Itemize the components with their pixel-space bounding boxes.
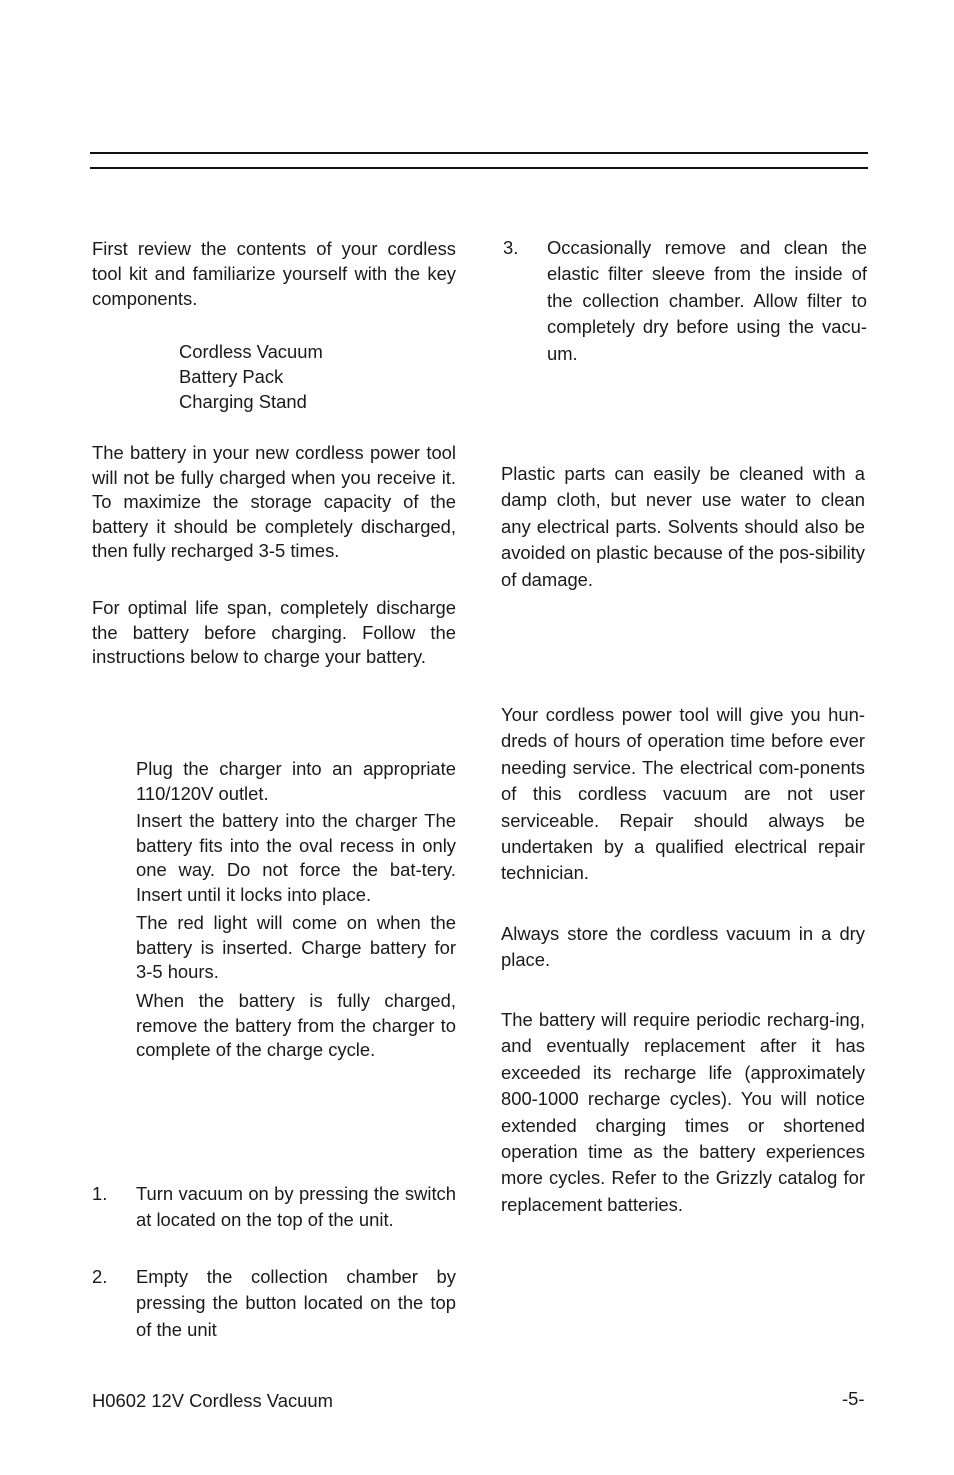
battery-intro-paragraph: The battery in your new cordless power tool will not be fully charged when you receive it. To maximize the storage capacity of the battery it should be completely discharged, then fully recharged 3-5 times. (92, 442, 456, 561)
battery-life-paragraph: The battery will require periodic recharg-ing, and eventually replacement after it has exceeded its recharge life (approximately 800-1000 recharge cycles). You will notice extended charging times or shortened operation time as the battery experiences more cycles. Refer to the Grizzly catalog for replacement batteries. (501, 1009, 865, 1215)
lifespan-paragraph: For optimal life span, completely discharge the battery before charging. Follow the instructions below to charge your battery. (92, 597, 456, 667)
step-text: Empty the collection chamber by pressing the button located on the top of the unit (136, 1266, 456, 1340)
step-number: 3. (503, 237, 519, 258)
step-number: 2. (92, 1266, 108, 1287)
charging-step: Plug the charger into an appropriate 110/120V outlet. (136, 758, 456, 804)
kit-item: Battery Pack (179, 366, 284, 387)
storage-paragraph: Always store the cordless vacuum in a dry place. (501, 923, 865, 971)
intro-paragraph: First review the contents of your cordless tool kit and familiarize yourself with the key components. (92, 238, 456, 309)
service-paragraph: Your cordless power tool will give you hun-dreds of hours of operation time before ever needing service. The electrical com-ponents of this cordless vacuum are not user serviceable. Repair should always be undertaken by a qualified electrical repair technician. (501, 704, 865, 884)
kit-item: Charging Stand (179, 391, 307, 412)
step-text: Turn vacuum on by pressing the switch at located on the top of the unit. (136, 1183, 456, 1231)
kit-item: Cordless Vacuum (179, 341, 323, 362)
step-number: 1. (92, 1183, 108, 1204)
charging-step: Insert the battery into the charger The battery fits into the oval recess in only one way. Do not force the bat-tery. Insert until it locks into place. (136, 810, 456, 905)
charging-step: When the battery is fully charged, remove the battery from the charger to complete of the charge cycle. (136, 990, 456, 1060)
charging-step: The red light will come on when the battery is inserted. Charge battery for 3-5 hours. (136, 912, 456, 982)
header-rule-top (90, 152, 868, 154)
header-rule-bottom (90, 167, 868, 169)
footer-page-number: -5- (842, 1388, 865, 1409)
cleaning-paragraph: Plastic parts can easily be cleaned with a damp cloth, but never use water to clean any electrical parts. Solvents should also be avoided on plastic because of the pos-sibility of damage. (501, 463, 865, 590)
kit-contents-list (179, 339, 323, 414)
footer-model: H0602 12V Cordless Vacuum (92, 1390, 333, 1411)
step-text: Occasionally remove and clean the elastic filter sleeve from the inside of the collection chamber. Allow filter to completely dry before using the vacu-um. (547, 237, 867, 364)
